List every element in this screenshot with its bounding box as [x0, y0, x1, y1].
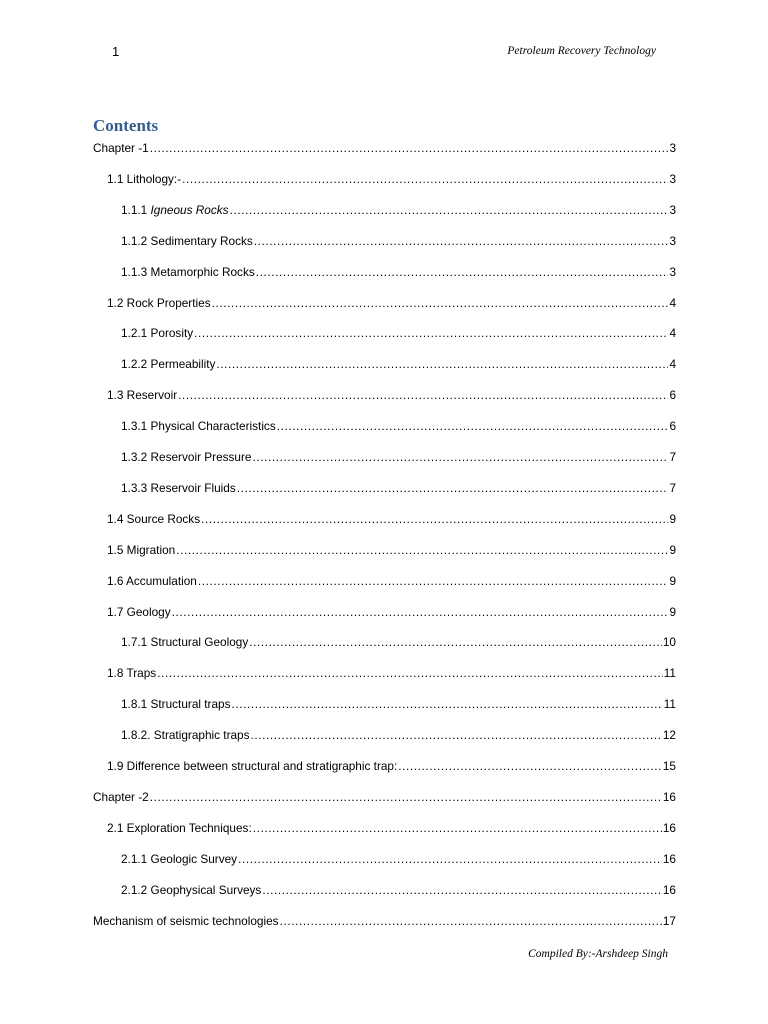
- footer-author: Compiled By:-Arshdeep Singh: [528, 948, 668, 960]
- toc-entry[interactable]: [93, 603, 676, 621]
- toc-entry-label: 1.8 Traps: [107, 666, 157, 681]
- toc-entry-label: 1.3.3 Reservoir Fluids: [121, 480, 236, 495]
- running-header-title: Petroleum Recovery Technology: [507, 45, 656, 57]
- toc-dot-leader: [280, 912, 662, 930]
- toc-entry[interactable]: [93, 788, 676, 806]
- toc-dot-leader: [212, 294, 669, 312]
- toc-entry-label: 1.7.1 Structural Geology: [121, 635, 249, 650]
- toc-entry[interactable]: [93, 355, 676, 373]
- toc-entry-page-number: 9: [669, 511, 676, 526]
- toc-entry-label: Chapter -2: [93, 789, 149, 804]
- toc-entry[interactable]: [93, 201, 676, 219]
- toc-entry[interactable]: [93, 170, 676, 188]
- toc-dot-leader: [150, 139, 669, 157]
- toc-entry-label: 1.2.1 Porosity: [121, 326, 194, 341]
- toc-entry-page-number: 3: [669, 171, 676, 186]
- toc-entry-page-number: 3: [669, 141, 676, 155]
- toc-dot-leader: [251, 726, 662, 744]
- toc-entry[interactable]: [93, 850, 676, 868]
- toc-dot-leader: [178, 386, 668, 404]
- toc-entry[interactable]: [93, 726, 676, 744]
- toc-entry-label: 1.5 Migration: [107, 542, 176, 557]
- toc-entry-label: 1.3 Reservoir: [107, 388, 178, 403]
- toc-dot-leader: [256, 263, 669, 281]
- toc-entry-page-number: 16: [662, 851, 676, 866]
- toc-dot-leader: [172, 603, 669, 621]
- toc-dot-leader: [176, 541, 668, 559]
- toc-entry[interactable]: [93, 510, 676, 528]
- toc-entry-page-number: 11: [663, 666, 676, 681]
- toc-entry-page-number: 3: [669, 202, 676, 217]
- toc-entry-label-prefix: 1.1.1: [121, 202, 151, 217]
- toc-dot-leader: [198, 572, 669, 590]
- toc-entry-page-number: 3: [669, 264, 676, 279]
- toc-entry-label: 1.8.2. Stratigraphic traps: [121, 728, 250, 743]
- toc-entry[interactable]: [93, 448, 676, 466]
- toc-entry[interactable]: [93, 386, 676, 404]
- toc-entry-page-number: 3: [669, 233, 676, 248]
- contents-heading: Contents: [93, 116, 159, 135]
- toc-dot-leader: [216, 355, 668, 373]
- toc-entry-page-number: 10: [662, 635, 676, 650]
- toc-entry-page-number: 7: [669, 450, 676, 464]
- toc-entry[interactable]: [93, 479, 676, 497]
- toc-dot-leader: [252, 448, 668, 466]
- toc-entry-label: 2.1 Exploration Techniques:: [107, 820, 252, 835]
- toc-entry[interactable]: [93, 232, 676, 250]
- toc-entry[interactable]: [93, 294, 676, 312]
- toc-entry-label: 1.9 Difference between structural and stratigraphic trap:: [107, 759, 398, 773]
- toc-entry[interactable]: [93, 881, 676, 899]
- toc-entry-label: 2.1.1 Geologic Survey: [121, 851, 238, 866]
- toc-entry-label: 1.1 Lithology:-: [107, 171, 182, 186]
- toc-entry-label: 1.2 Rock Properties: [107, 295, 211, 310]
- toc-entry[interactable]: [93, 139, 676, 157]
- toc-entry-page-number: 4: [669, 295, 676, 310]
- toc-entry-label: 1.1.3 Metamorphic Rocks: [121, 264, 255, 279]
- toc-dot-leader: [238, 850, 662, 868]
- toc-entry[interactable]: [93, 664, 676, 682]
- toc-entry-page-number: 16: [662, 882, 676, 897]
- toc-entry-page-number: 9: [669, 604, 676, 619]
- toc-entry-label: 1.3.1 Physical Characteristics: [121, 419, 276, 434]
- toc-entry-page-number: 4: [669, 326, 676, 341]
- toc-dot-leader: [230, 201, 669, 219]
- toc-entry-page-number: 12: [662, 728, 676, 743]
- toc-dot-leader: [150, 788, 662, 806]
- toc-entry-label: Chapter -1: [93, 141, 149, 155]
- toc-entry-label: 1.2.2 Permeability: [121, 357, 216, 372]
- toc-entry-label: 2.1.2 Geophysical Surveys: [121, 882, 262, 897]
- toc-dot-leader: [201, 510, 668, 528]
- toc-entry-page-number: 9: [669, 542, 676, 557]
- toc-entry-label: 1.1.2 Sedimentary Rocks: [121, 233, 253, 248]
- toc-entry[interactable]: [93, 417, 676, 435]
- toc-entry[interactable]: [93, 757, 676, 775]
- toc-entry-label-italic: Igneous Rocks: [150, 202, 229, 217]
- toc-entry-label: 1.8.1 Structural traps: [121, 697, 231, 712]
- toc-entry-page-number: 16: [662, 820, 676, 835]
- toc-entry[interactable]: [93, 324, 676, 342]
- toc-dot-leader: [253, 819, 662, 837]
- toc-entry[interactable]: [93, 541, 676, 559]
- toc-entry-label: 1.6 Accumulation: [107, 573, 197, 588]
- toc-entry[interactable]: [93, 263, 676, 281]
- toc-dot-leader: [237, 479, 669, 497]
- toc-entry[interactable]: [93, 819, 676, 837]
- toc-entry-page-number: 9: [669, 573, 676, 588]
- toc-dot-leader: [232, 695, 663, 713]
- toc-entry-label: 1.4 Source Rocks: [107, 511, 201, 526]
- toc-entry-page-number: 11: [663, 697, 676, 712]
- toc-entry-page-number: 4: [669, 357, 676, 372]
- toc-entry-page-number: 17: [662, 913, 676, 928]
- toc-entry-label: [121, 201, 229, 219]
- toc-entry-label: 1.7 Geology: [107, 604, 171, 619]
- toc-dot-leader: [194, 324, 668, 342]
- toc-dot-leader: [398, 757, 662, 775]
- toc-dot-leader: [254, 232, 669, 250]
- toc-entry-label: Mechanism of seismic technologies: [93, 913, 279, 928]
- toc-entry[interactable]: [93, 572, 676, 590]
- page-number: 1: [112, 44, 120, 59]
- toc-entry[interactable]: [93, 633, 676, 651]
- toc-dot-leader: [277, 417, 669, 435]
- toc-dot-leader: [157, 664, 663, 682]
- toc-entry-label: 1.3.2 Reservoir Pressure: [121, 450, 252, 464]
- toc-entry-page-number: 6: [669, 419, 676, 434]
- toc-entry-page-number: 6: [669, 388, 676, 403]
- toc-dot-leader: [249, 633, 662, 651]
- toc-entry-page-number: 16: [662, 789, 676, 804]
- toc-entry[interactable]: [93, 695, 676, 713]
- toc-entry-page-number: 7: [669, 480, 676, 495]
- toc-entry-page-number: 15: [662, 759, 676, 773]
- toc-dot-leader: [262, 881, 662, 899]
- toc-entry[interactable]: [93, 912, 676, 930]
- toc-dot-leader: [182, 170, 668, 188]
